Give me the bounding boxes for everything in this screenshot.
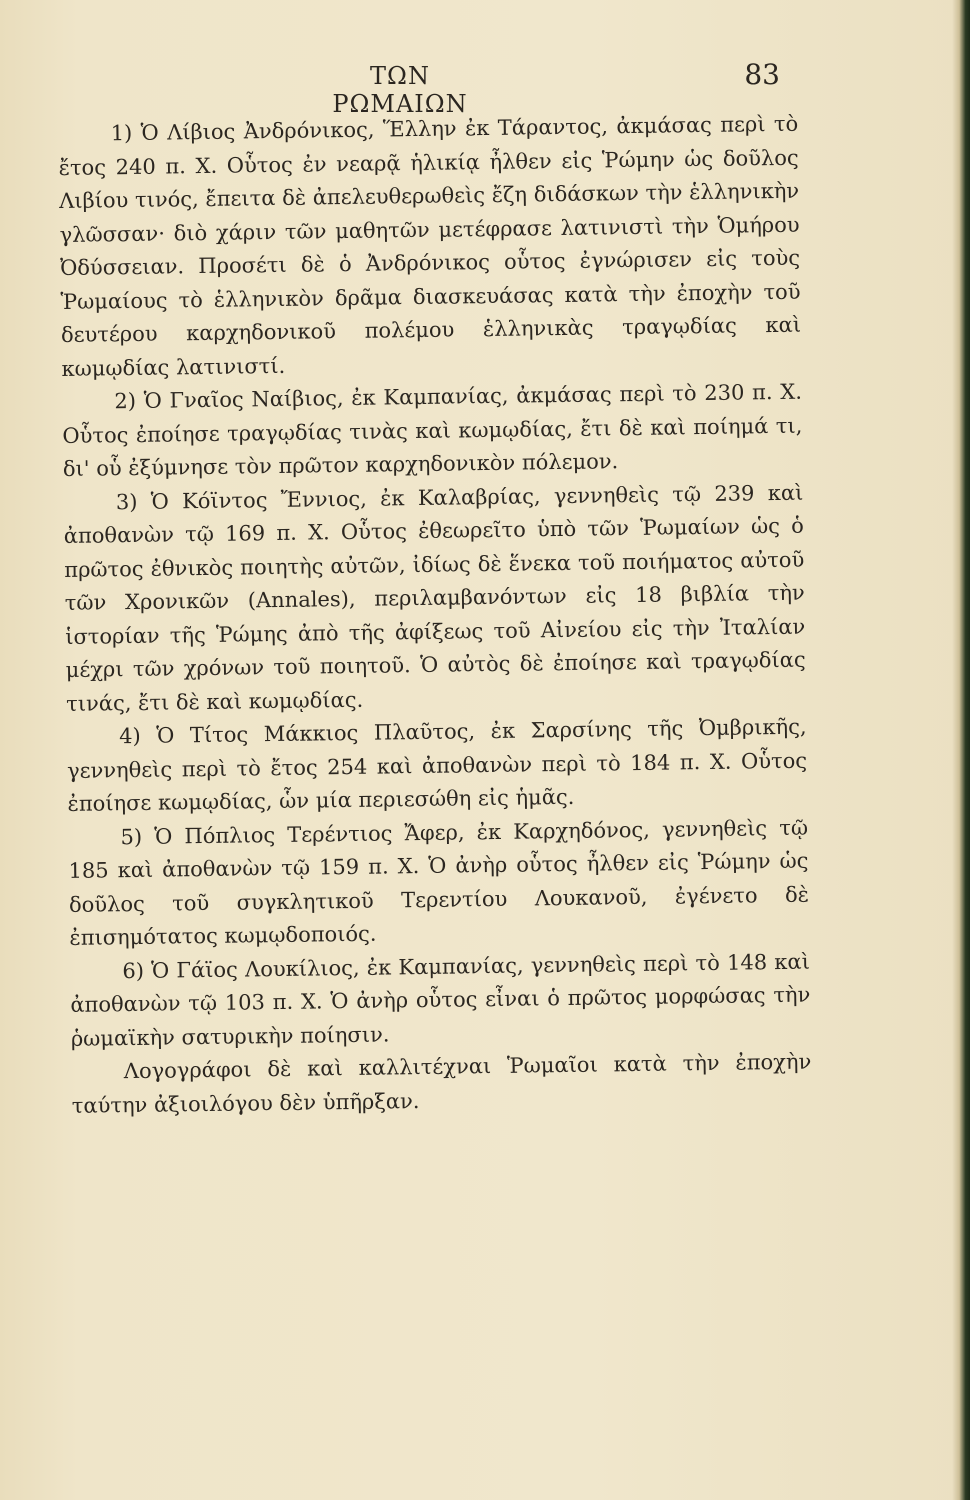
paragraph-lucilius: 6) Ὁ Γάϊος Λουκίλιος, ἐκ Καμπανίας, γεννηθεὶς περὶ τὸ 148 καὶ ἀποθανὼν τῷ 103 π. Χ. Ὁ ἀνὴρ οὗτος εἶναι ὁ πρῶτος μορφώσας τὴν ῥωμαϊκὴν σατυρικὴν ποίησιν.	[70, 949, 811, 1051]
paragraph-plautus: 4) Ὁ Τίτος Μάκκιος Πλαῦτος, ἐκ Σαρσίνης τῆς Ὀμβρικῆς, γεννηθεὶς περὶ τὸ ἔτος 254 καὶ ἀποθανὼν περὶ τὸ 184 π. Χ. Οὗτος ἐποίησε κωμῳδίας, ὧν μία περιεσώθη εἰς ἡμᾶς.	[66, 714, 808, 816]
paragraph-naevius: 2) Ὁ Γναῖος Ναίβιος, ἐκ Καμπανίας, ἀκμάσας περὶ τὸ 230 π. Χ. Οὗτος ἐποίησε τραγῳδίας τινὰς καὶ κωμῳδίας, ἔτι δὲ καὶ ποίημά τι, δι' οὗ ἐξύμνησε τὸν πρῶτον καρχηδονικὸν πόλεμον.	[62, 379, 803, 481]
body-text	[58, 108, 812, 1123]
page-edge	[952, 0, 970, 1500]
paragraph-terence: 5) Ὁ Πόπλιος Τερέντιος Ἄφερ, ἐκ Καρχηδόνος, γεννηθεὶς τῷ 185 καὶ ἀποθανὼν τῷ 159 π. Χ. Ὁ ἀνὴρ οὗτος ἦλθεν εἰς Ῥώμην ὡς δοῦλος τοῦ συγκλητικοῦ Τερεντίου Λουκανοῦ, ἐγένετο δὲ ἐπισημότατος κωμῳδοποιός.	[68, 815, 810, 950]
page-number: 83	[744, 58, 780, 91]
running-title: ΤΩΝ ΡΩΜΑΙΩΝ	[332, 62, 468, 118]
running-head	[0, 58, 970, 118]
paragraph-andronicus: 1) Ὁ Λίβιος Ἀνδρόνικος, Ἕλλην ἐκ Τάραντος, ἀκμάσας περὶ τὸ ἔτος 240 π. Χ. Οὗτος ἐν νεαρᾷ ἡλικίᾳ ἦλθεν εἰς Ῥώμην ὡς δοῦλος Λιβίου τινός, ἔπειτα δὲ ἀπελευθερωθεὶς ἔζη διδάσκων τὴν ἑλληνικὴν γλῶσσαν· διὸ χάριν τῶν μαθητῶν μετέφρασε λατινιστὶ τὴν Ὁμήρου Ὀδύσσειαν. Προσέτι δὲ ὁ Ἀνδρόνικος οὗτος ἐγνώρισεν εἰς τοὺς Ῥωμαίους τὸ ἑλληνικὸν δρᾶμα διασκευάσας κατὰ τὴν ἐποχὴν τοῦ δευτέρου καρχηδονικοῦ πολέμου ἑλληνικὰς τραγῳδίας καὶ κωμῳδίας λατινιστί.	[58, 111, 802, 381]
paragraph-ennius: 3) Ὁ Κόϊντος Ἔννιος, ἐκ Καλαβρίας, γεννηθεὶς τῷ 239 καὶ ἀποθανὼν τῷ 169 π. Χ. Οὗτος ἐθεωρεῖτο ὑπὸ τῶν Ῥωμαίων ὡς ὁ πρῶτος ἐθνικὸς ποιητὴς αὐτῶν, ἰδίως δὲ ἕνεκα τοῦ ποιήματος αὐτοῦ τῶν Χρονικῶν (Annales), περιλαμβανόντων εἰς 18 βιβλία τὴν ἱστορίαν τῆς Ῥώμης ἀπὸ τῆς ἀφίξεως τοῦ Αἰνείου εἰς τὴν Ἰταλίαν μέχρι τῶν χρόνων τοῦ ποιητοῦ. Ὁ αὐτὸς δὲ ἐποίησε καὶ τραγῳδίας τινάς, ἔτι δὲ καὶ κωμῳδίας.	[63, 480, 806, 716]
paragraph-conclusion: Λογογράφοι δὲ καὶ καλλιτέχναι Ῥωμαῖοι κατὰ τὴν ἐποχὴν ταύτην ἀξιοιλόγου δὲν ὑπῆρξαν.	[71, 1049, 812, 1118]
